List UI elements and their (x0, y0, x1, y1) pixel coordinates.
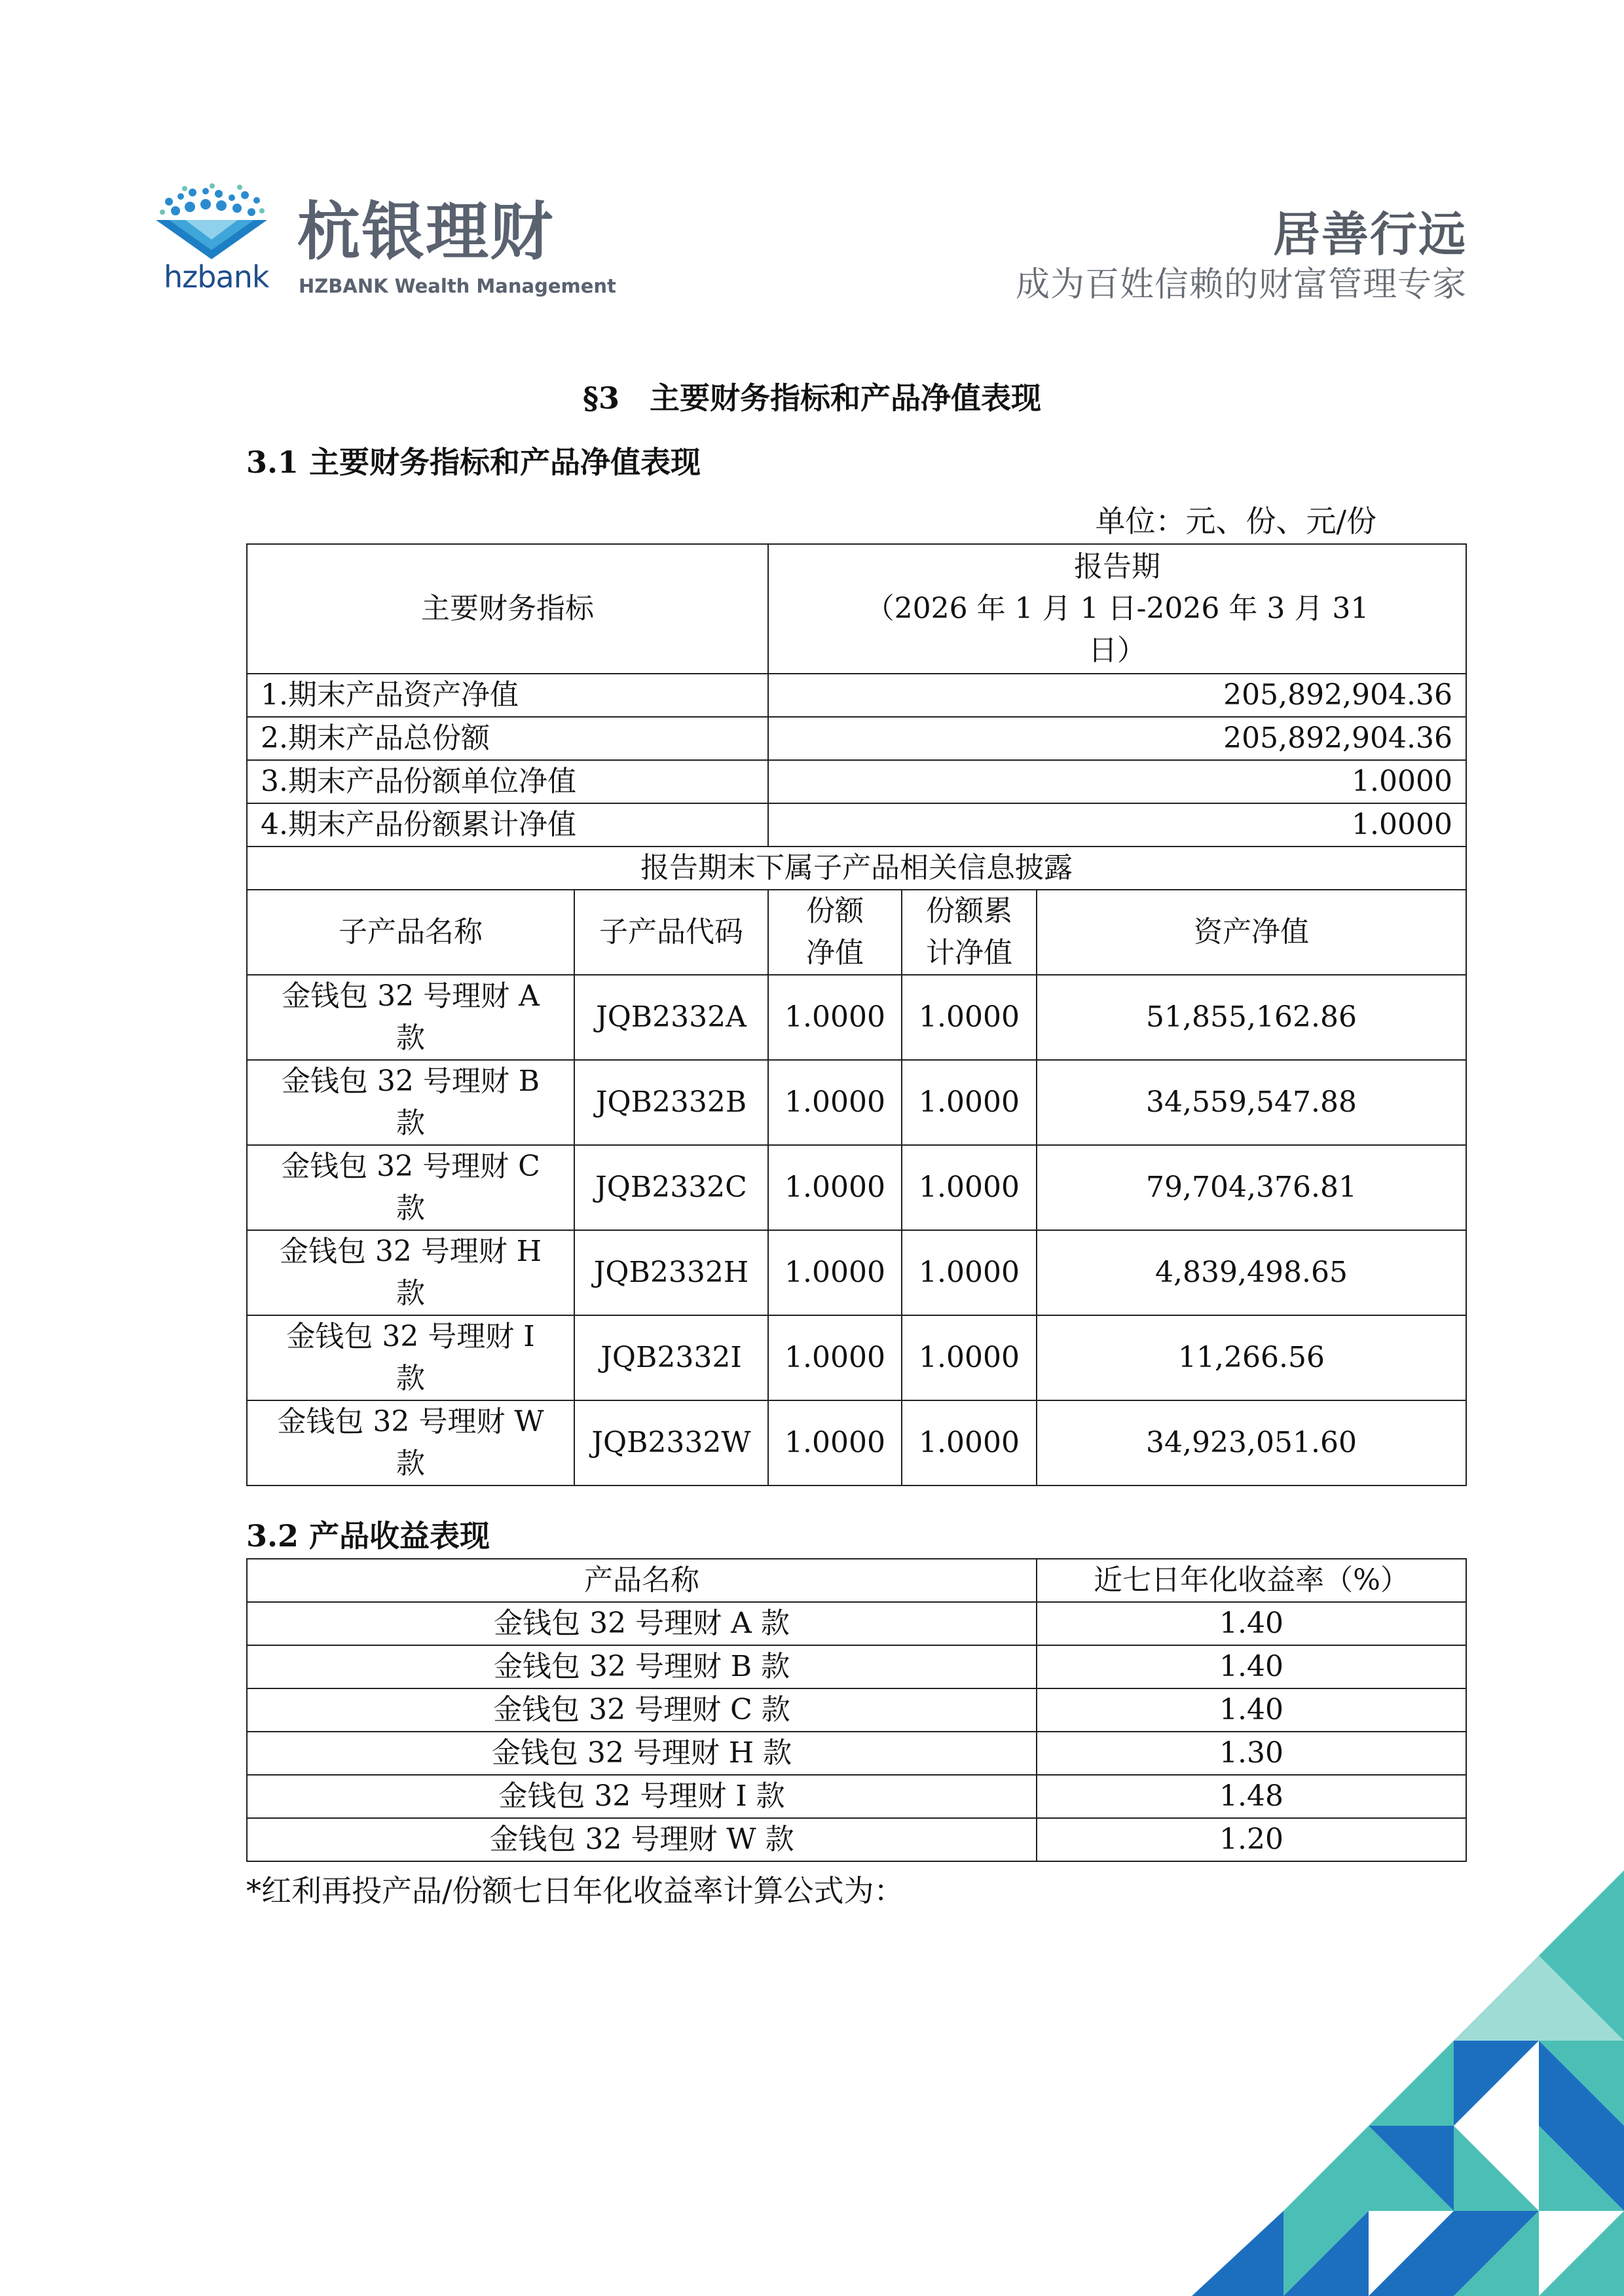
sub-product-code: JQB2332I (574, 1315, 768, 1400)
sub-product-name-l2: 款 (396, 1277, 425, 1310)
sub-product-nav: 1.0000 (768, 1060, 902, 1145)
product-yield: 1.40 (1037, 1645, 1466, 1688)
footnote: *红利再投产品/份额七日年化收益率计算公式为： (246, 1873, 904, 1908)
sub-product-name (247, 1315, 574, 1400)
table-row (247, 760, 1466, 803)
sub-product-assets: 51,855,162.86 (1037, 975, 1466, 1060)
table-row (247, 1645, 1466, 1688)
sub-product-name-l2: 款 (396, 1192, 425, 1225)
sub-product-assets: 34,559,547.88 (1037, 1060, 1466, 1145)
sub-product-name-l1: 金钱包 32 号理财 W (277, 1405, 544, 1438)
sub-product-name-l2: 款 (396, 1362, 425, 1395)
subsection-title-3-1: 3.1 主要财务指标和产品净值表现 (246, 445, 701, 480)
sub-product-code: JQB2332B (574, 1060, 768, 1145)
table-row (247, 1775, 1466, 1818)
logo-hzbank-text: hzbank (164, 259, 269, 295)
slogan-sub: 成为百姓信赖的财富管理专家 (1015, 265, 1467, 304)
indicator-value: 205,892,904.36 (768, 717, 1466, 760)
sub-product-name-l1: 金钱包 32 号理财 C (281, 1150, 540, 1183)
table-row (247, 674, 1466, 717)
table-row (247, 717, 1466, 760)
header-sub-assets: 资产净值 (1037, 890, 1466, 975)
sub-product-nav: 1.0000 (768, 1230, 902, 1315)
header-sub-code: 子产品代码 (574, 890, 768, 975)
header-period-line1: 报告期 (1074, 550, 1160, 583)
header-sub-name: 子产品名称 (247, 890, 574, 975)
sub-product-name-l1: 金钱包 32 号理财 I (286, 1320, 535, 1353)
table-row (247, 1400, 1466, 1485)
table-row (247, 1602, 1466, 1645)
slogan-main: 居善行远 (1272, 207, 1467, 262)
sub-product-assets: 79,704,376.81 (1037, 1145, 1466, 1230)
unit-label: 单位：元、份、元/份 (1095, 503, 1376, 539)
table-row (247, 1688, 1466, 1732)
header-period-line3: 日） (1088, 634, 1146, 667)
product-name: 金钱包 32 号理财 I 款 (247, 1775, 1037, 1818)
product-yield: 1.30 (1037, 1732, 1466, 1775)
sub-product-assets: 11,266.56 (1037, 1315, 1466, 1400)
table-row (247, 1060, 1466, 1145)
yield-table (246, 1558, 1467, 1862)
product-yield: 1.20 (1037, 1818, 1466, 1861)
sub-product-name-l2: 款 (396, 1021, 425, 1055)
section-title: §3 主要财务指标和产品净值表现 (582, 380, 1042, 416)
header-sub-nav (768, 890, 902, 975)
logo-english-name: HZBANK Wealth Management (299, 275, 616, 297)
indicator-label: 2.期末产品总份额 (247, 717, 768, 760)
header-sub-acc (902, 890, 1037, 975)
sub-product-nav: 1.0000 (768, 1145, 902, 1230)
sub-product-name (247, 1230, 574, 1315)
sub-product-name (247, 1060, 574, 1145)
sub-product-code: JQB2332W (574, 1400, 768, 1485)
company-logo (149, 182, 616, 306)
sub-product-name-l1: 金钱包 32 号理财 A (282, 979, 540, 1013)
header-period (768, 544, 1466, 674)
indicator-value: 1.0000 (768, 803, 1466, 847)
sub-product-acc: 1.0000 (902, 1230, 1037, 1315)
sub-product-name-l1: 金钱包 32 号理财 H (279, 1235, 542, 1268)
indicator-value: 1.0000 (768, 760, 1466, 803)
table-row (247, 1732, 1466, 1775)
sub-product-name (247, 975, 574, 1060)
table-row (247, 1145, 1466, 1230)
product-name: 金钱包 32 号理财 H 款 (247, 1732, 1037, 1775)
sub-product-acc: 1.0000 (902, 975, 1037, 1060)
sub-products-header-row (247, 890, 1466, 975)
table-row (247, 1315, 1466, 1400)
product-name: 金钱包 32 号理财 C 款 (247, 1688, 1037, 1732)
sub-product-assets: 4,839,498.65 (1037, 1230, 1466, 1315)
sub-product-name-l1: 金钱包 32 号理财 B (281, 1065, 540, 1098)
sub-product-name (247, 1400, 574, 1485)
sub-product-name (247, 1145, 574, 1230)
indicator-label: 4.期末产品份额累计净值 (247, 803, 768, 847)
product-yield: 1.40 (1037, 1688, 1466, 1732)
sub-product-code: JQB2332H (574, 1230, 768, 1315)
decorative-triangles-icon (1192, 1870, 1624, 2296)
header-sub-nav-l2: 净值 (806, 936, 864, 970)
sub-product-nav: 1.0000 (768, 975, 902, 1060)
sub-product-nav: 1.0000 (768, 1315, 902, 1400)
header-sub-acc-l1: 份额累 (926, 894, 1012, 928)
table-header-row (247, 544, 1466, 674)
product-name: 金钱包 32 号理财 A 款 (247, 1602, 1037, 1645)
sub-products-title-row (247, 847, 1466, 890)
indicator-label: 1.期末产品资产净值 (247, 674, 768, 717)
table-row (247, 803, 1466, 847)
sub-product-nav: 1.0000 (768, 1400, 902, 1485)
product-yield: 1.40 (1037, 1602, 1466, 1645)
sub-product-acc: 1.0000 (902, 1315, 1037, 1400)
table-row (247, 1230, 1466, 1315)
sub-product-acc: 1.0000 (902, 1060, 1037, 1145)
sub-product-acc: 1.0000 (902, 1400, 1037, 1485)
indicator-label: 3.期末产品份额单位净值 (247, 760, 768, 803)
sub-product-code: JQB2332C (574, 1145, 768, 1230)
sub-product-code: JQB2332A (574, 975, 768, 1060)
header-period-line2: （2026 年 1 月 1 日-2026 年 3 月 31 (865, 592, 1369, 625)
sub-products-title: 报告期末下属子产品相关信息披露 (247, 847, 1466, 890)
table-row (247, 975, 1466, 1060)
product-name: 金钱包 32 号理财 B 款 (247, 1645, 1037, 1688)
product-yield: 1.48 (1037, 1775, 1466, 1818)
header-product-name: 产品名称 (247, 1559, 1037, 1602)
header-yield: 近七日年化收益率（%） (1037, 1559, 1466, 1602)
header-indicator: 主要财务指标 (247, 544, 768, 674)
indicator-value: 205,892,904.36 (768, 674, 1466, 717)
subsection-title-3-2: 3.2 产品收益表现 (246, 1518, 490, 1554)
table-header-row (247, 1559, 1466, 1602)
sub-product-assets: 34,923,051.60 (1037, 1400, 1466, 1485)
header-sub-acc-l2: 计净值 (926, 936, 1012, 970)
sub-product-acc: 1.0000 (902, 1145, 1037, 1230)
table-row (247, 1818, 1466, 1861)
sub-product-name-l2: 款 (396, 1106, 425, 1140)
financial-indicators-table (246, 543, 1467, 1486)
sub-product-name-l2: 款 (396, 1447, 425, 1480)
header-sub-nav-l1: 份额 (806, 894, 864, 928)
logo-chinese-name: 杭银理财 (297, 195, 554, 268)
product-name: 金钱包 32 号理财 W 款 (247, 1818, 1037, 1861)
